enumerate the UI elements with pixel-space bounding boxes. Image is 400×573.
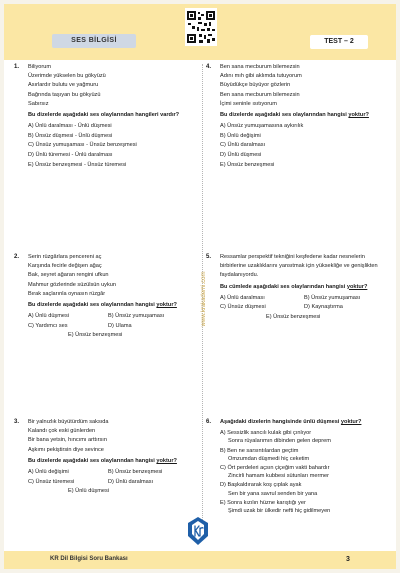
poem-line: Kalandı çok eski günlerden: [28, 428, 96, 435]
test-number: TEST – 2: [310, 35, 368, 49]
option-a[interactable]: A) Ünlü değişimi: [28, 469, 69, 476]
question-text-main: Bu dizelerde aşağıdaki ses olaylarından hangisi: [28, 457, 157, 464]
poem-line: Biliyorum: [28, 64, 52, 70]
question-text-main: Aşağıdaki dizelerin hangisinde ünlü düşmesi: [220, 419, 341, 425]
question-keyword: yoktur?: [340, 419, 362, 425]
option-d[interactable]: D) Ulama: [108, 322, 132, 329]
option-line: Sonra rüyalarımın dibinden gelen deprem: [228, 438, 331, 445]
website-watermark-text: www.krakademi.com: [201, 271, 207, 327]
question-number: 2.: [14, 254, 20, 260]
passage-text: Ressamlar perspektif tekniğini keşfedene kadar nesnelerin birbirlerine uzaklıklarını yansıtmak için yüksekliğe ve genişlikten faydalanıyordu.: [220, 254, 378, 279]
question-text-main: Bu dizelerde aşağıdaki ses olaylarından hangisi: [220, 112, 349, 119]
option-e[interactable]: E) Ünlü düşmesi: [68, 488, 110, 495]
question-text: [28, 301, 196, 310]
answer-options: [220, 429, 386, 515]
option-line: D) Başkaldırarak koş çıplak ayak: [220, 482, 302, 489]
poem-line: Adını mıh gibi aklımda tutuyorum: [220, 73, 302, 80]
poem-line: Serin rüzgârlara pencereni aç: [28, 254, 102, 260]
option-e[interactable]: E) Ünsüz benzeşmesi: [68, 332, 123, 339]
question-text: [220, 111, 390, 120]
answer-options: [28, 122, 196, 170]
option-c[interactable]: C) Ünsüz yumuşaması - Ünsüz benzeşmesi: [28, 142, 137, 149]
option-b[interactable]: [220, 447, 386, 463]
publisher-logo-icon: [187, 516, 209, 546]
question-keyword: yoktur?: [348, 112, 369, 119]
poem-line: Asırlardır bulutu ve yağmuru: [28, 82, 99, 89]
question-number: 6.: [206, 419, 212, 425]
website-watermark: [200, 254, 208, 344]
poem-line: Bir yalnızlık büyütürdüm saksıda: [28, 419, 109, 425]
question-number: 5.: [206, 254, 212, 260]
question-number: 3.: [14, 419, 20, 425]
poem-line: Bak, seyret ağaran rengini ufkun: [28, 272, 109, 279]
answer-options: [220, 122, 390, 170]
poem-line: Bağrında taşıyan bu gökyüzü: [28, 91, 101, 98]
poem-line: Karşında fecirle değişen ağaç: [28, 263, 102, 270]
option-e[interactable]: [220, 499, 386, 515]
question-text-main: Bu dizelerde aşağıdaki ses olaylarından hangisi: [28, 302, 157, 309]
option-line: A) Sessizlik sancılı kulak gibi çınlıyor: [220, 430, 312, 437]
option-c[interactable]: C) Yardımcı ses: [28, 322, 68, 329]
option-b[interactable]: B) Ünsüz yumuşaması: [108, 313, 165, 320]
poem-line: Üzerimde yükselen bu gökyüzü: [28, 73, 106, 80]
option-b[interactable]: B) Ünlü değişimi: [220, 132, 261, 139]
poem-line: Ben sana mecburum bilemezsin: [220, 64, 300, 70]
question-number: 4.: [206, 64, 212, 70]
option-line: Sen bir yana savrul senden bir yana: [228, 490, 318, 497]
question-number: 1.: [14, 64, 20, 70]
option-line: Zincirli hamam kubbesi sütunları mermer: [228, 473, 330, 480]
subject-title: SES BİLGİSİ: [52, 34, 136, 48]
test-page: [4, 4, 396, 569]
poem-line: Aşkımı pekiştirsin diye sevince: [28, 446, 104, 453]
option-a[interactable]: A) Ünsüz yumuşamasına aykırılık: [220, 123, 304, 130]
question-keyword: yoktur?: [156, 302, 177, 309]
option-a[interactable]: [220, 429, 386, 445]
option-d[interactable]: D) Ünlü düşmesi: [220, 152, 262, 158]
option-a[interactable]: A) Ünlü daralması: [220, 294, 265, 301]
option-c[interactable]: C) Ünlü daralması: [220, 142, 266, 149]
option-d[interactable]: D) Ünlü türemesi - Ünlü daralması: [28, 152, 113, 158]
option-line: Şimdi uzak bir ülkedir nefti hiç gidilmeyen: [228, 508, 331, 515]
option-a[interactable]: A) Ünlü daralması - Ünlü düşmesi: [28, 123, 112, 130]
question-text: [28, 457, 196, 466]
page-header: [4, 4, 396, 60]
book-title: KR Dil Bilgisi Soru Bankası: [50, 556, 128, 562]
option-e[interactable]: E) Ünsüz benzeşmesi: [266, 314, 321, 320]
poem-line: İçimi seninle ısıtıyorum: [220, 100, 277, 107]
question-keyword: yoktur?: [156, 457, 177, 464]
option-b[interactable]: B) Ünsüz yumuşaması: [304, 294, 361, 301]
poem-line: Büyüdükçe büyüyor gözlerin: [220, 82, 291, 89]
option-c[interactable]: C) Ünsüz türemesi: [28, 478, 75, 485]
poem-line: Sabırsız: [28, 100, 49, 107]
poem-line: Bir bana yetsin, hıncımı arttırsın: [28, 437, 107, 444]
option-c[interactable]: C) Ünsüz düşmesi: [220, 304, 266, 311]
option-b[interactable]: B) Ünsüz düşmesi - Ünlü düşmesi: [28, 132, 113, 139]
question-text-main: Bu cümlede aşağıdaki ses olaylarından hangisi: [220, 283, 347, 290]
answer-options: [28, 468, 196, 497]
page-footer: [4, 551, 396, 569]
poem-line: Ben sana mecburum bilemezsin: [220, 91, 300, 98]
option-e[interactable]: E) Ünsüz benzeşmesi - Ünsüz türemesi: [28, 161, 127, 168]
option-b[interactable]: B) Ünsüz benzeşmesi: [108, 469, 163, 476]
poem-line: Bırak saçlarınla oynasın rüzgâr: [28, 290, 106, 297]
option-d[interactable]: D) Ünlü daralması: [108, 478, 154, 485]
poem-line: Mahmur gözlerinde süzülsün uykun: [28, 281, 116, 288]
option-d[interactable]: [220, 481, 386, 497]
option-e[interactable]: E) Ünsüz benzeşmesi: [220, 161, 275, 168]
page-number: 3: [346, 556, 350, 563]
option-line: C) Ört perdeleri açsın çiçeğim vakti bahardır: [220, 465, 330, 472]
option-line: B) Ben ne sarsıntılardan geçtim: [220, 447, 299, 454]
qr-code-icon[interactable]: [185, 8, 217, 46]
option-line: E) Sonra kızılın hüzne karıştığı yer: [220, 499, 306, 506]
option-line: Omzumdan düşmedi hiç ceketim: [228, 455, 310, 462]
question-text: Bu dizelerde aşağıdaki ses olaylarından hangileri vardır?: [28, 112, 180, 119]
option-a[interactable]: A) Ünlü düşmesi: [28, 313, 70, 320]
answer-options: [220, 294, 386, 323]
question-text: [220, 418, 386, 427]
question-text: [220, 283, 386, 292]
answer-options: [28, 312, 196, 341]
option-c[interactable]: [220, 464, 386, 480]
option-d[interactable]: D) Kaynaştırma: [304, 304, 343, 311]
question-keyword: yoktur?: [346, 283, 368, 290]
